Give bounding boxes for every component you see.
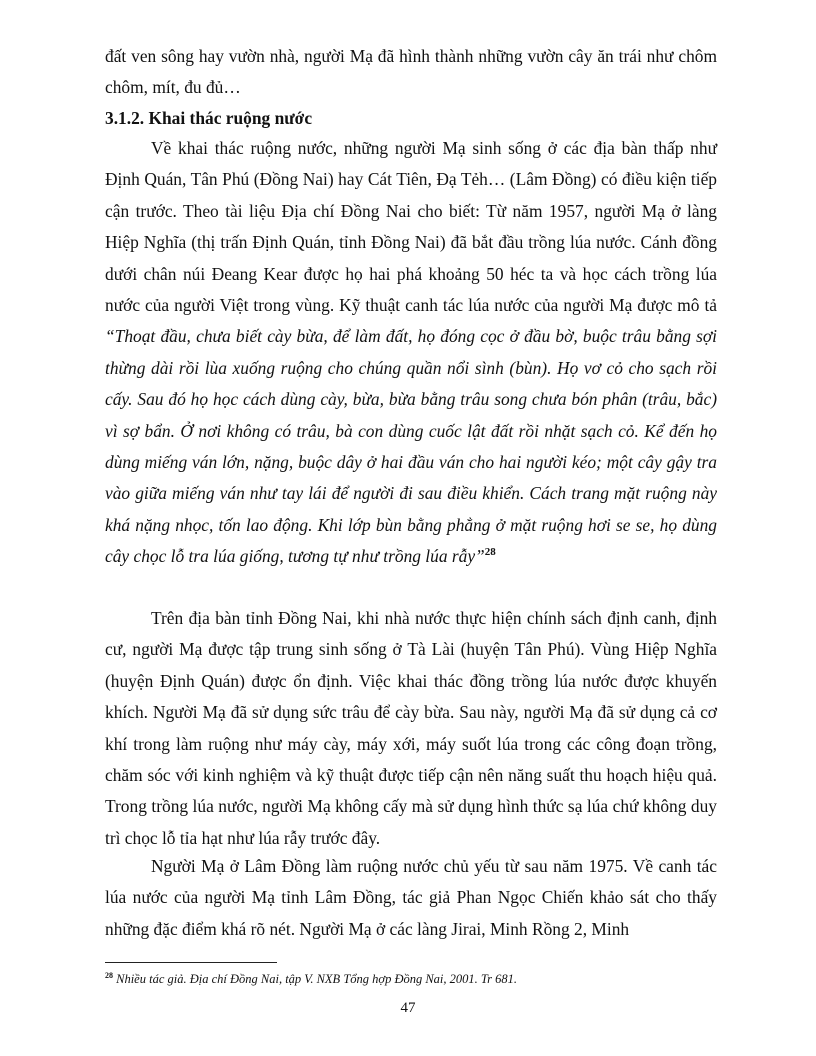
paragraph-lam-dong: Người Mạ ở Lâm Đồng làm ruộng nước chủ yếu từ sau năm 1975. Về canh tác lúa nước của người Mạ tỉnh Lâm Đồng, tác giả Phan Ngọc Chiến khảo sát cho thấy những đặc điểm khá rõ nét. Người Mạ ở các làng Jirai, Minh Rồng 2, Minh (105, 856, 717, 939)
footnote-text: Nhiều tác giả. Địa chí Đồng Nai, tập V. NXB Tổng hợp Đồng Nai, 2001. Tr 681. (116, 972, 518, 986)
footnote-divider (105, 962, 277, 963)
paragraph-continued: đất ven sông hay vườn nhà, người Mạ đã hình thành những vườn cây ăn trái như chôm chôm, mít, đu đủ… (105, 46, 717, 98)
page-number: 47 (400, 1000, 416, 1016)
paragraph-dong-nai: Trên địa bàn tỉnh Đồng Nai, khi nhà nước thực hiện chính sách định canh, định cư, người Mạ được tập trung sinh sống ở Tà Lài (huyện Tân Phú). Vùng Hiệp Nghĩa (huyện Định Quán) được ổn định. Việc khai thác đồng trồng lúa nước được khuyến khích. Người Mạ đã sử dụng sức trâu để cày bừa. Sau này, người Mạ đã sử dụng cả cơ khí trong làm ruộng như máy cày, máy xới, máy suốt lúa trong các công đoạn trồng, chăm sóc với kinh nghiệm và kỹ thuật được tiếp cận nên năng suất thu hoạch hiệu quả. Trong trồng lúa nước, người Mạ không cấy mà sử dụng hình thức sạ lúa chứ không duy trì chọc lỗ tỉa hạt như lúa rẫy trước đây. (105, 608, 717, 848)
footnote (105, 970, 717, 988)
section-heading: 3.1.2. Khai thác ruộng nước (105, 108, 313, 128)
quoted-description: “Thoạt đầu, chưa biết cày bừa, để làm đất, họ đóng cọc ở đầu bờ, buộc trâu bằng sợi thừng dài rồi lùa xuống ruộng cho chúng quần nổi sình (bùn). Họ vơ cỏ cho sạch rồi cấy. Sau đó họ học cách dùng cày, bừa, bừa bằng trâu song chưa bón phân (trâu, bắc) vì sợ bẩn. Ở nơi không có trâu, bà con dùng cuốc lật đất rồi nhặt sạch cỏ. Kể đến họ dùng miếng ván lớn, nặng, buộc dây ở hai đầu ván cho hai người kéo; một cây gậy tra vào giữa miếng ván như tay lái để người đi sau điều khiển. Cách trang mặt ruộng này khá nặng nhọc, tốn lao động. Khi lớp bùn bằng phẳng ở mặt ruộng hơi se se, họ dùng cây chọc lỗ tra lúa giống, tương tự như trồng lúa rẫy” (105, 326, 717, 567)
footnote-reference: 28 (484, 546, 496, 559)
paragraph-rice-paddy-intro (105, 133, 717, 573)
paragraph-text: Về khai thác ruộng nước, những người Mạ sinh sống ở các địa bàn thấp như Định Quán, Tân Phú (Đồng Nai) hay Cát Tiên, Đạ Tẻh… (Lâm Đồng) có điều kiện tiếp cận trước. Theo tài liệu Địa chí Đồng Nai cho biết: Từ năm 1957, người Mạ ở làng Hiệp Nghĩa (thị trấn Định Quán, tỉnh Đồng Nai) đã bắt đầu trồng lúa nước. Cánh đồng dưới chân núi Đeang Kear được họ hai phá khoảng 50 héc ta và học cách trồng lúa nước của người Việt trong vùng. Kỹ thuật canh tác lúa nước của người Mạ được mô tả (105, 138, 717, 316)
footnote-number: 28 (105, 970, 113, 980)
